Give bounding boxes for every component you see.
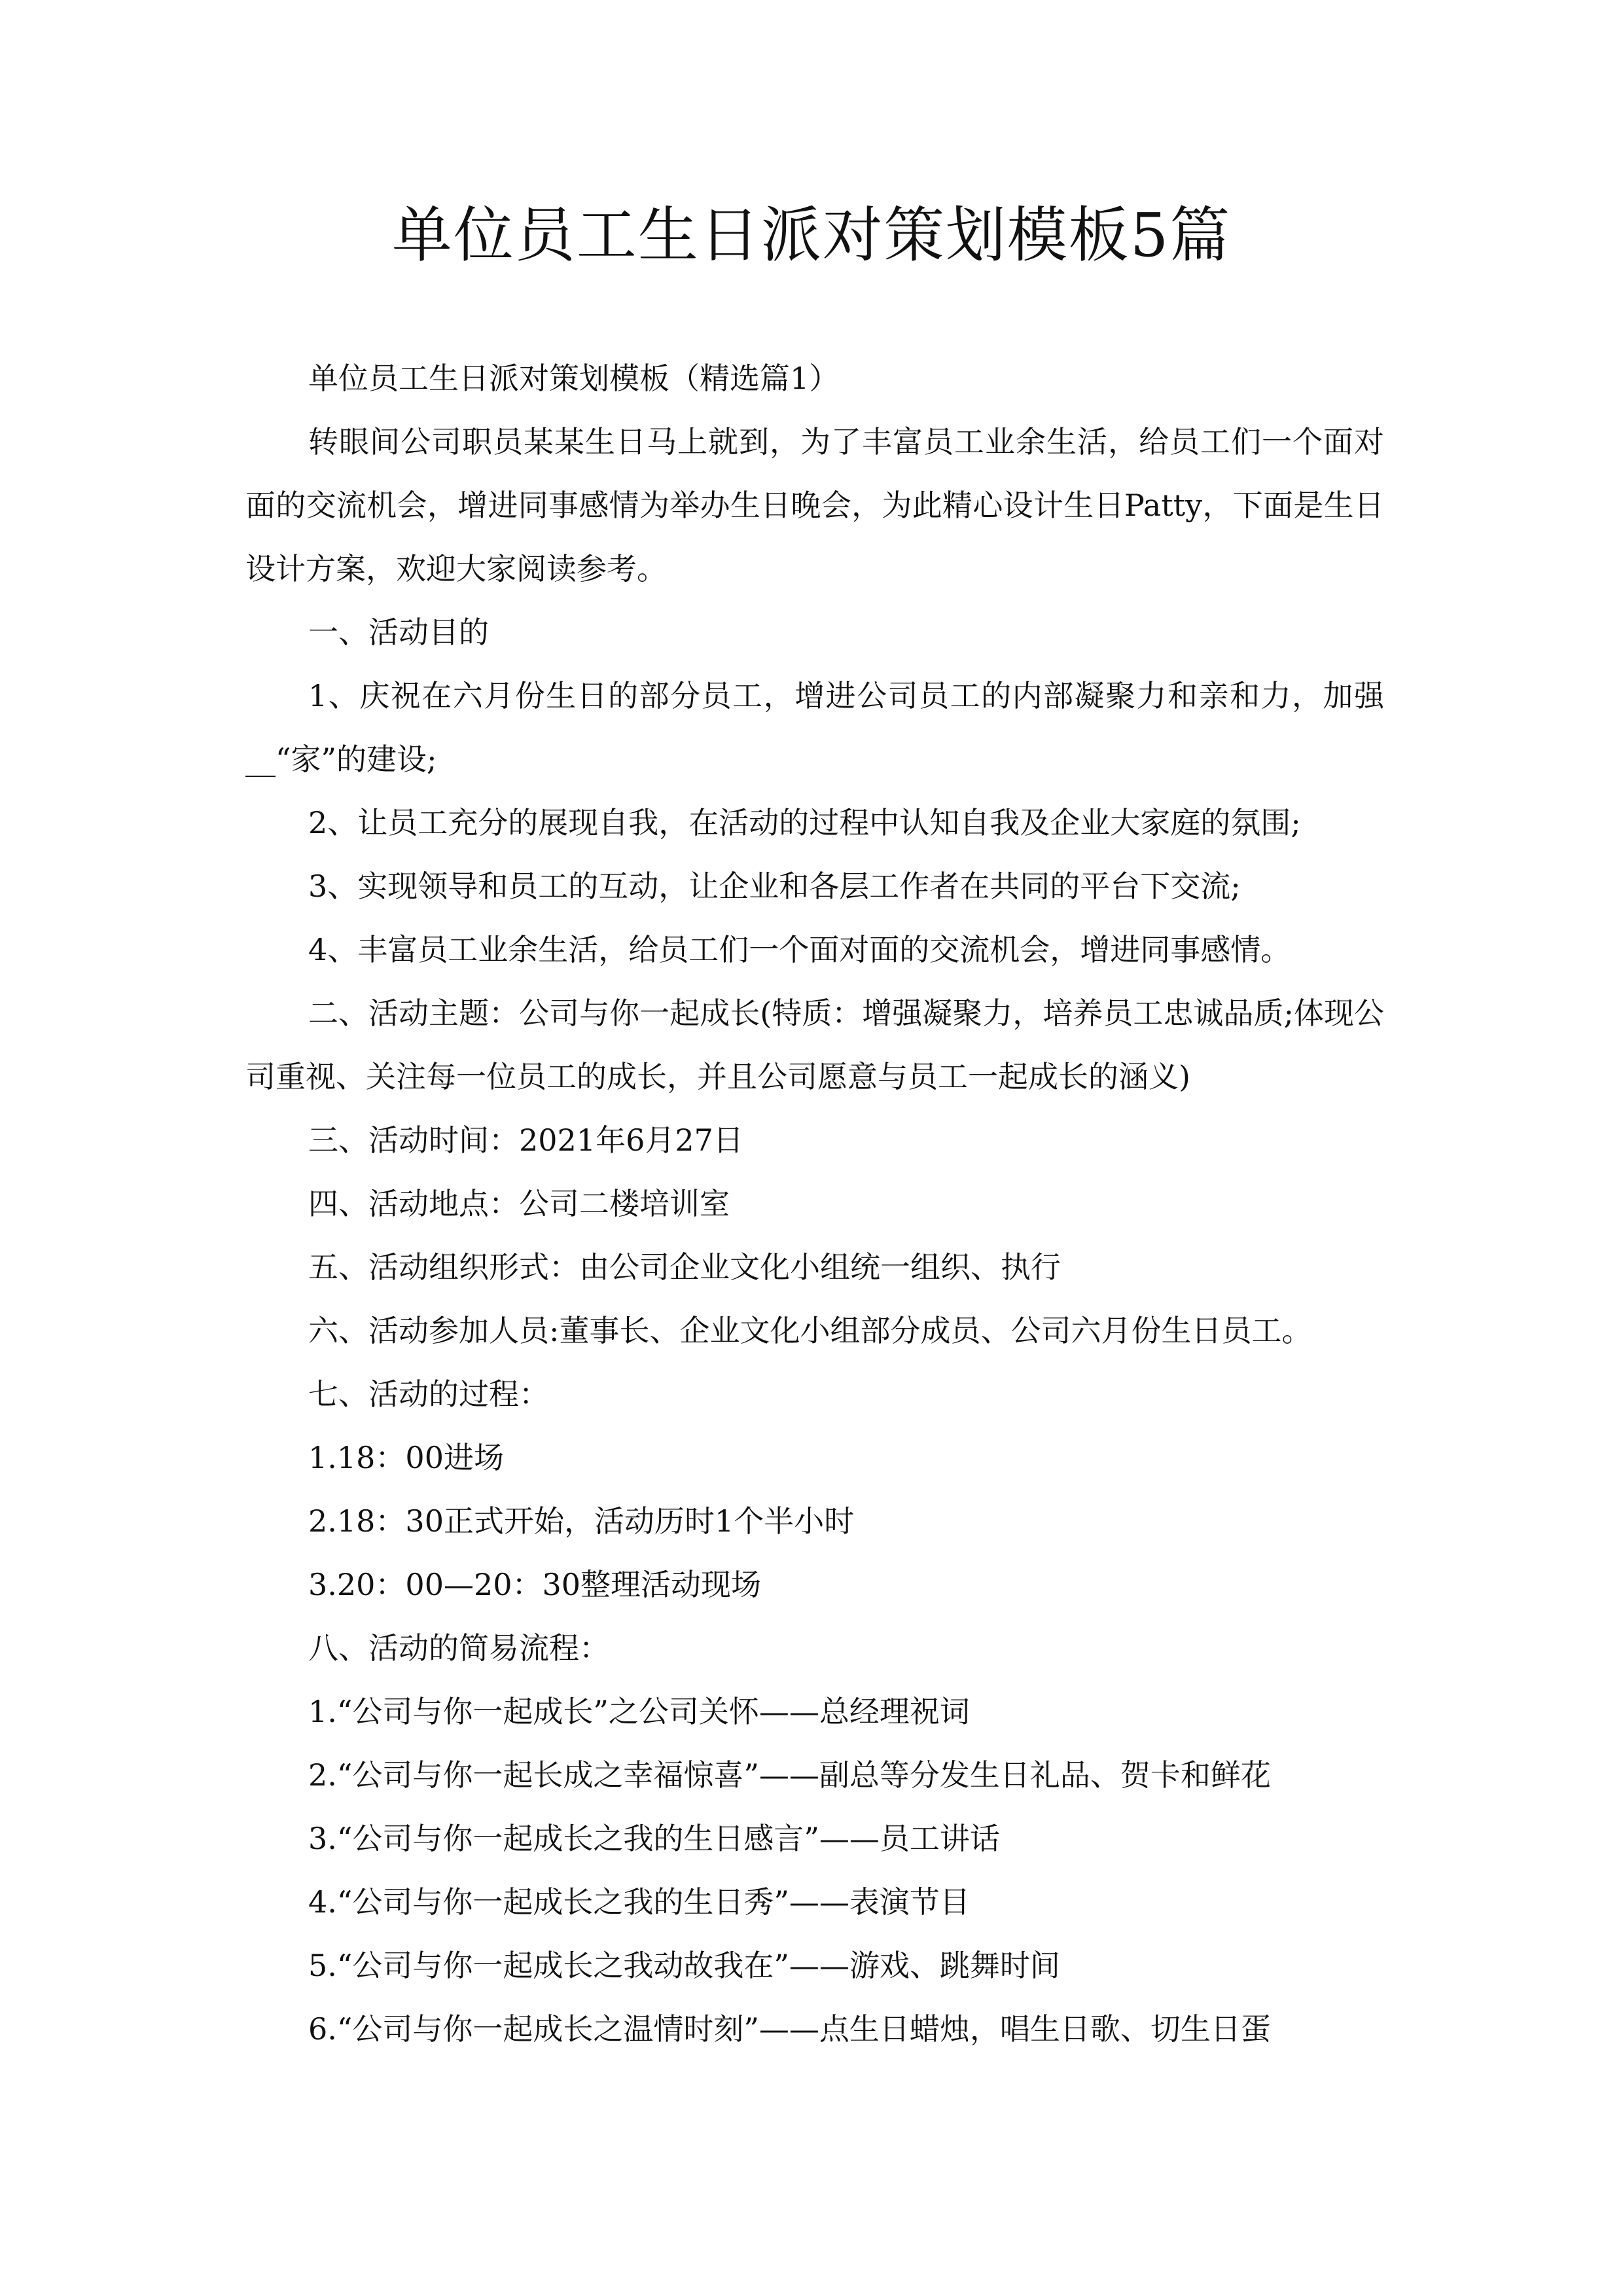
paragraph-flow-4: 4.“公司与你一起成长之我的生日秀”——表演节目 xyxy=(308,1884,970,1920)
paragraph-subtitle: 单位员工生日派对策划模板（精选篇1） xyxy=(308,361,840,396)
document-body xyxy=(245,347,1384,2061)
paragraph-purpose-3: 3、实现领导和员工的互动，让企业和各层工作者在共同的平台下交流; xyxy=(308,869,1241,904)
paragraph-purpose-1: 1、庆祝在六月份生日的部分员工，增进公司员工的内部凝聚力和亲和力，加强__“家”的建设; xyxy=(245,678,1384,777)
paragraph-flow-1: 1.“公司与你一起成长”之公司关怀——总经理祝词 xyxy=(308,1694,970,1729)
paragraph-flow-2: 2.“公司与你一起长成之幸福惊喜”——副总等分发生日礼品、贺卡和鲜花 xyxy=(308,1757,1271,1793)
paragraph-process-heading: 七、活动的过程： xyxy=(308,1376,549,1412)
paragraph-theme: 二、活动主题：公司与你一起成长(特质：增强凝聚力，培养员工忠诚品质;体现公司重视、关注每一位员工的成长，并且公司愿意与员工一起成长的涵义) xyxy=(245,996,1384,1094)
paragraph-flow-heading: 八、活动的简易流程： xyxy=(308,1630,609,1666)
paragraph-purpose-4: 4、丰富员工业余生活，给员工们一个面对面的交流机会，增进同事感情。 xyxy=(308,932,1291,967)
paragraph-flow-5: 5.“公司与你一起成长之我动故我在”——游戏、跳舞时间 xyxy=(308,1948,1060,1983)
paragraph-flow-6: 6.“公司与你一起成长之温情时刻”——点生日蜡烛，唱生日歌、切生日蛋 xyxy=(308,2011,1271,2047)
paragraph-time: 三、活动时间：2021年6月27日 xyxy=(308,1122,743,1158)
paragraph-process-3: 3.20：00—20：30整理活动现场 xyxy=(308,1567,762,1602)
paragraph-purpose-2: 2、让员工充分的展现自我，在活动的过程中认知自我及企业大家庭的氛围; xyxy=(308,805,1301,840)
paragraph-flow-3: 3.“公司与你一起成长之我的生日感言”——员工讲话 xyxy=(308,1821,1000,1856)
paragraph-process-2: 2.18：30正式开始，活动历时1个半小时 xyxy=(308,1503,855,1539)
paragraph-location: 四、活动地点：公司二楼培训室 xyxy=(308,1186,730,1221)
paragraph-section-1-heading: 一、活动目的 xyxy=(308,615,489,650)
paragraph-intro: 转眼间公司职员某某生日马上就到，为了丰富员工业余生活，给员工们一个面对面的交流机会，增进同事感情为举办生日晚会，为此精心设计生日Patty，下面是生日设计方案，欢迎大家阅读参考。 xyxy=(245,424,1384,586)
paragraph-organization: 五、活动组织形式：由公司企业文化小组统一组织、执行 xyxy=(308,1249,1061,1285)
document-title: 单位员工生日派对策划模板5篇 xyxy=(391,200,1232,270)
paragraph-participants: 六、活动参加人员:董事长、企业文化小组部分成员、公司六月份生日员工。 xyxy=(308,1313,1312,1348)
paragraph-process-1: 1.18：00进场 xyxy=(308,1440,504,1475)
